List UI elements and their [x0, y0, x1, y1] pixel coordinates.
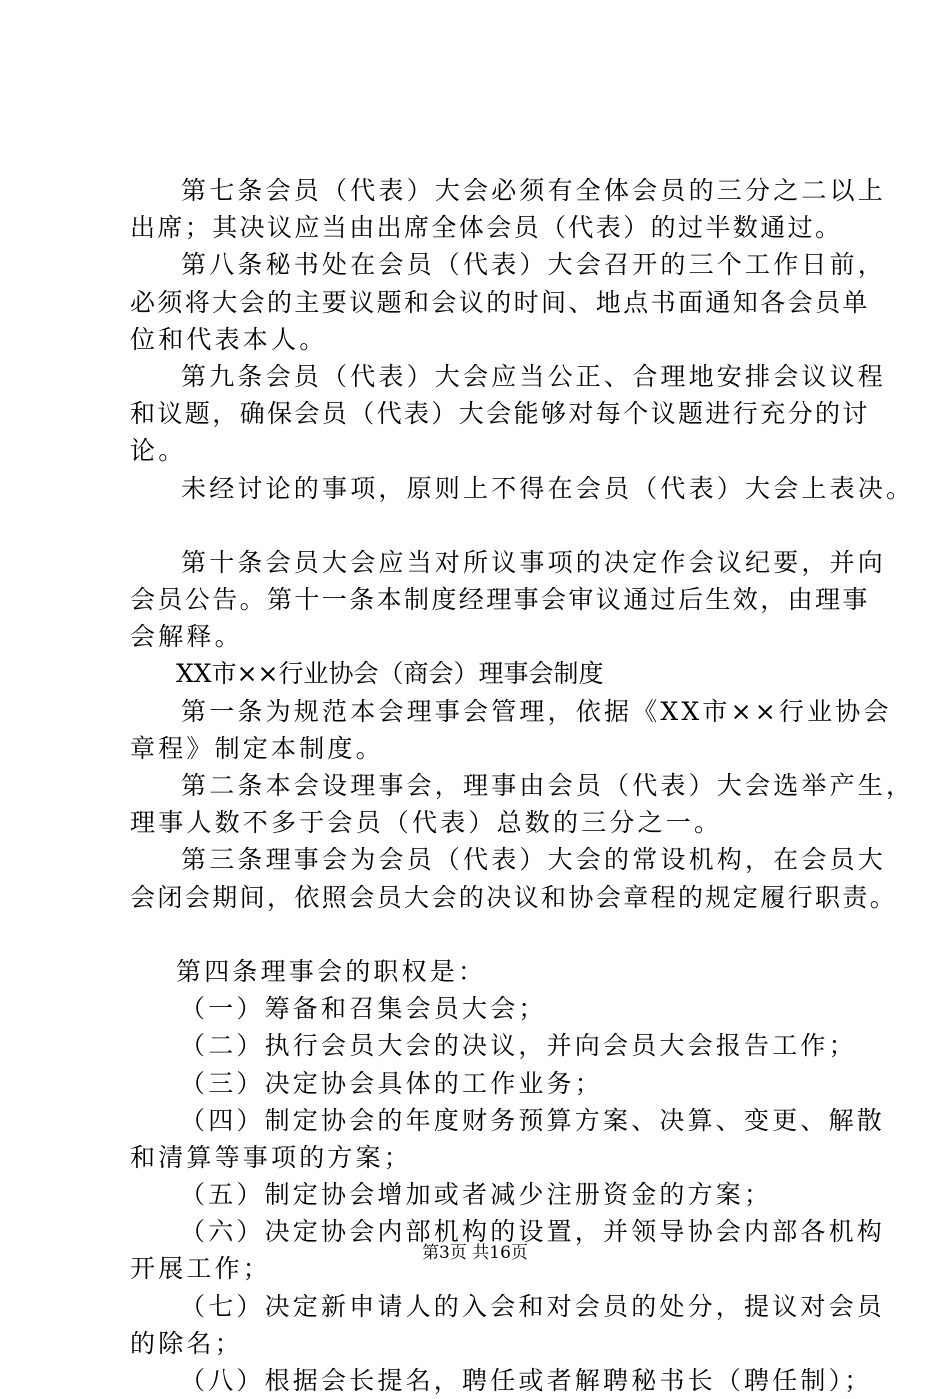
text-line: 和议题，确保会员（代表）大会能够对每个议题进行充分的讨: [130, 399, 870, 429]
text-line: 会解释。: [130, 622, 243, 652]
list-item: （二）执行会员大会的决议，并向会员大会报告工作；: [180, 1031, 857, 1061]
text-line: 第三条理事会为会员（代表）大会的常设机构，在会员大: [181, 845, 887, 875]
text-line: 必须将大会的主要议题和会议的时间、地点书面通知各会员单: [130, 287, 870, 317]
document-body: [130, 172, 915, 1399]
text-line: 第一条为规范本会理事会管理，依据《XX市××行业协会: [181, 696, 892, 726]
text-line: 位和代表本人。: [130, 324, 328, 354]
text-line: 未经讨论的事项，原则上不得在会员（代表）大会上表决。: [181, 473, 915, 503]
text-line: 第七条会员（代表）大会必须有全体会员的三分之二以上: [181, 176, 887, 205]
text-line: 第八条秘书处在会员（代表）大会召开的三个工作日前，: [181, 250, 887, 280]
text-line: 理事人数不多于会员（代表）总数的三分之一。: [130, 808, 723, 838]
text-line: 会员公告。第十一条本制度经理事会审议通过后生效，由理事: [130, 585, 870, 615]
list-item: （八）根据会长提名，聘任或者解聘秘书长（聘任制）；: [180, 1366, 873, 1395]
list-item: （四）制定协会的年度财务预算方案、决算、变更、解散: [180, 1105, 886, 1135]
list-item: （五）制定协会增加或者减少注册资金的方案；: [180, 1180, 773, 1210]
text-line: 第十条会员大会应当对所议事项的决定作会议纪要，并向: [181, 547, 887, 577]
section-heading: XX市××行业协会（商会）理事会制度: [176, 659, 604, 689]
text-line: 论。: [130, 436, 187, 466]
list-item-continuation: 的除名；: [130, 1328, 243, 1358]
list-item-continuation: 开展工作；: [130, 1254, 272, 1284]
list-item-continuation: 和清算等事项的方案；: [130, 1142, 413, 1172]
text-line: 章程》制定本制度。: [130, 733, 384, 763]
list-item: （七）决定新申请人的入会和对会员的处分，提议对会员: [180, 1291, 886, 1321]
paragraph-gap: [130, 916, 842, 953]
text-line: 第二条本会设理事会，理事由会员（代表）大会选举产生，: [181, 771, 915, 800]
list-item: （三）决定协会具体的工作业务；: [180, 1068, 604, 1098]
list-item: （六）决定协会内部机构的设置，并领导协会内部各机构: [180, 1217, 886, 1247]
text-line: 第四条理事会的职权是：: [176, 956, 487, 986]
paragraph-gap: [130, 507, 842, 544]
list-item: （一）筹备和召集会员大会；: [180, 994, 547, 1024]
page-footer: [0, 1242, 950, 1264]
page-number: 第3页 共16页: [422, 1243, 528, 1263]
text-line: 第九条会员（代表）大会应当公正、合理地安排会议议程: [181, 361, 887, 391]
text-line: 会闭会期间，依照会员大会的决议和协会章程的规定履行职责。: [130, 882, 898, 912]
text-line: 出席；其决议应当由出席全体会员（代表）的过半数通过。: [130, 213, 843, 243]
